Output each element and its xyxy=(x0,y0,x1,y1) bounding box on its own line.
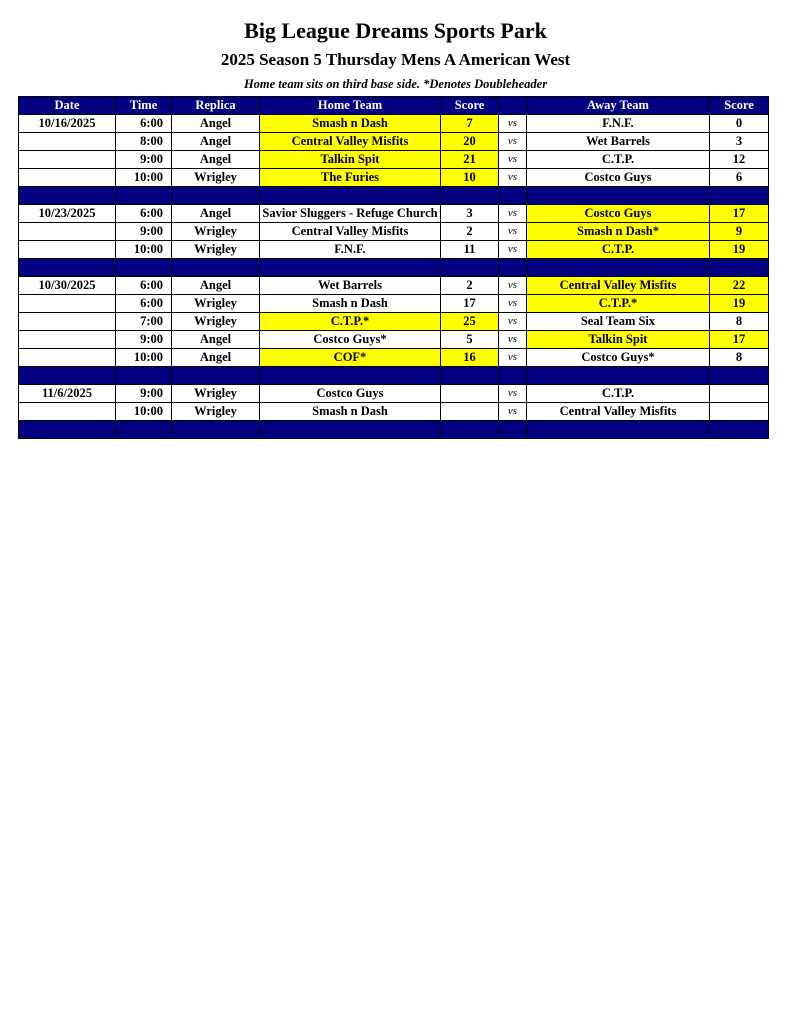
table-row xyxy=(19,385,769,403)
away-team-cell: C.T.P. xyxy=(527,151,710,169)
separator-cell xyxy=(260,421,441,439)
away-score-cell xyxy=(710,403,769,421)
away-team-cell: C.T.P. xyxy=(527,385,710,403)
replica-cell: Wrigley xyxy=(172,403,260,421)
away-score-cell: 19 xyxy=(710,295,769,313)
separator-cell xyxy=(172,421,260,439)
col-header-home-score: Score xyxy=(441,97,499,115)
home-team-cell: Smash n Dash xyxy=(260,295,441,313)
date-cell xyxy=(19,151,116,169)
time-cell: 9:00 xyxy=(116,331,172,349)
replica-cell: Wrigley xyxy=(172,169,260,187)
schedule-table xyxy=(18,96,769,439)
replica-cell: Angel xyxy=(172,133,260,151)
home-score-cell: 11 xyxy=(441,241,499,259)
replica-cell: Angel xyxy=(172,331,260,349)
away-team-cell: Wet Barrels xyxy=(527,133,710,151)
separator-cell xyxy=(172,259,260,277)
time-cell: 10:00 xyxy=(116,241,172,259)
time-cell: 6:00 xyxy=(116,115,172,133)
col-header-away-score: Score xyxy=(710,97,769,115)
table-row xyxy=(19,241,769,259)
vs-label: vs xyxy=(499,295,527,313)
separator-cell xyxy=(172,187,260,205)
time-cell: 10:00 xyxy=(116,169,172,187)
vs-label: vs xyxy=(499,277,527,295)
vs-label: vs xyxy=(499,403,527,421)
home-score-cell: 3 xyxy=(441,205,499,223)
away-score-cell: 17 xyxy=(710,205,769,223)
time-cell: 8:00 xyxy=(116,133,172,151)
away-team-cell: F.N.F. xyxy=(527,115,710,133)
date-cell: 10/30/2025 xyxy=(19,277,116,295)
away-team-cell: Central Valley Misfits xyxy=(527,403,710,421)
home-team-cell: Costco Guys* xyxy=(260,331,441,349)
home-team-cell: Central Valley Misfits xyxy=(260,223,441,241)
replica-cell: Wrigley xyxy=(172,385,260,403)
away-score-cell: 9 xyxy=(710,223,769,241)
away-score-cell: 3 xyxy=(710,133,769,151)
home-team-cell: Savior Sluggers - Refuge Church xyxy=(260,205,441,223)
away-score-cell: 22 xyxy=(710,277,769,295)
separator-cell xyxy=(499,187,527,205)
home-team-cell: C.T.P.* xyxy=(260,313,441,331)
table-header xyxy=(19,97,769,115)
separator-cell xyxy=(260,187,441,205)
date-cell xyxy=(19,241,116,259)
separator-cell xyxy=(499,367,527,385)
time-cell: 6:00 xyxy=(116,205,172,223)
vs-label: vs xyxy=(499,115,527,133)
replica-cell: Wrigley xyxy=(172,241,260,259)
page-title: Big League Dreams Sports Park xyxy=(244,18,547,43)
date-cell xyxy=(19,349,116,367)
separator-cell xyxy=(527,259,710,277)
away-score-cell xyxy=(710,385,769,403)
home-score-cell: 17 xyxy=(441,295,499,313)
separator-cell xyxy=(441,367,499,385)
separator-cell xyxy=(710,367,769,385)
table-row xyxy=(19,169,769,187)
time-cell: 9:00 xyxy=(116,385,172,403)
separator-cell xyxy=(710,187,769,205)
away-score-cell: 8 xyxy=(710,313,769,331)
home-team-cell: Smash n Dash xyxy=(260,403,441,421)
time-cell: 9:00 xyxy=(116,151,172,169)
date-cell xyxy=(19,403,116,421)
away-score-cell: 17 xyxy=(710,331,769,349)
away-team-cell: Central Valley Misfits xyxy=(527,277,710,295)
page-subtitle: 2025 Season 5 Thursday Mens A American West xyxy=(220,50,571,69)
separator-cell xyxy=(19,367,116,385)
home-team-cell: Talkin Spit xyxy=(260,151,441,169)
replica-cell: Angel xyxy=(172,115,260,133)
separator-cell xyxy=(116,259,172,277)
separator-cell xyxy=(527,187,710,205)
away-team-cell: Costco Guys xyxy=(527,169,710,187)
away-team-cell: Costco Guys* xyxy=(527,349,710,367)
table-row xyxy=(19,277,769,295)
home-score-cell: 21 xyxy=(441,151,499,169)
time-cell: 10:00 xyxy=(116,349,172,367)
table-row xyxy=(19,223,769,241)
col-header-time: Time xyxy=(116,97,172,115)
vs-label: vs xyxy=(499,241,527,259)
home-score-cell: 20 xyxy=(441,133,499,151)
away-score-cell: 12 xyxy=(710,151,769,169)
col-header-replica: Replica xyxy=(172,97,260,115)
date-cell xyxy=(19,133,116,151)
home-team-cell: Wet Barrels xyxy=(260,277,441,295)
separator-cell xyxy=(260,259,441,277)
home-score-cell: 2 xyxy=(441,223,499,241)
separator-cell xyxy=(499,421,527,439)
vs-label: vs xyxy=(499,151,527,169)
separator-cell xyxy=(710,421,769,439)
date-cell: 11/6/2025 xyxy=(19,385,116,403)
vs-label: vs xyxy=(499,313,527,331)
separator-cell xyxy=(172,367,260,385)
date-cell: 10/16/2025 xyxy=(19,115,116,133)
vs-label: vs xyxy=(499,331,527,349)
replica-cell: Angel xyxy=(172,205,260,223)
date-cell xyxy=(19,223,116,241)
home-score-cell: 25 xyxy=(441,313,499,331)
home-score-cell: 10 xyxy=(441,169,499,187)
away-team-cell: Smash n Dash* xyxy=(527,223,710,241)
away-score-cell: 19 xyxy=(710,241,769,259)
separator-cell xyxy=(527,421,710,439)
separator-cell xyxy=(19,259,116,277)
home-score-cell: 5 xyxy=(441,331,499,349)
vs-label: vs xyxy=(499,385,527,403)
away-score-cell: 0 xyxy=(710,115,769,133)
separator-cell xyxy=(19,421,116,439)
home-score-cell: 2 xyxy=(441,277,499,295)
table-row xyxy=(19,331,769,349)
table-row xyxy=(19,313,769,331)
separator-cell xyxy=(527,367,710,385)
separator-cell xyxy=(710,259,769,277)
table-row xyxy=(19,115,769,133)
home-team-cell: Costco Guys xyxy=(260,385,441,403)
away-team-cell: Seal Team Six xyxy=(527,313,710,331)
separator-row xyxy=(19,187,769,205)
replica-cell: Wrigley xyxy=(172,295,260,313)
vs-label: vs xyxy=(499,223,527,241)
separator-cell xyxy=(116,421,172,439)
replica-cell: Wrigley xyxy=(172,223,260,241)
home-team-cell: Central Valley Misfits xyxy=(260,133,441,151)
date-cell xyxy=(19,331,116,349)
separator-cell xyxy=(441,421,499,439)
home-score-cell: 7 xyxy=(441,115,499,133)
header-note: Home team sits on third base side. *Denotes Doubleheader xyxy=(243,77,548,91)
home-score-cell xyxy=(441,403,499,421)
table-row xyxy=(19,295,769,313)
time-cell: 7:00 xyxy=(116,313,172,331)
time-cell: 6:00 xyxy=(116,295,172,313)
col-header-away-team: Away Team xyxy=(527,97,710,115)
replica-cell: Angel xyxy=(172,151,260,169)
table-row xyxy=(19,349,769,367)
table-row xyxy=(19,133,769,151)
vs-label: vs xyxy=(499,349,527,367)
away-team-cell: Talkin Spit xyxy=(527,331,710,349)
col-header-date: Date xyxy=(19,97,116,115)
table-row xyxy=(19,205,769,223)
separator-cell xyxy=(441,187,499,205)
separator-cell xyxy=(116,367,172,385)
table-row xyxy=(19,403,769,421)
separator-cell xyxy=(441,259,499,277)
time-cell: 10:00 xyxy=(116,403,172,421)
separator-row xyxy=(19,421,769,439)
col-header-vs xyxy=(499,97,527,115)
separator-cell xyxy=(499,259,527,277)
replica-cell: Wrigley xyxy=(172,313,260,331)
home-score-cell: 16 xyxy=(441,349,499,367)
away-team-cell: Costco Guys xyxy=(527,205,710,223)
date-cell xyxy=(19,313,116,331)
separator-cell xyxy=(19,187,116,205)
separator-row xyxy=(19,259,769,277)
home-team-cell: The Furies xyxy=(260,169,441,187)
date-cell xyxy=(19,295,116,313)
home-team-cell: COF* xyxy=(260,349,441,367)
replica-cell: Angel xyxy=(172,277,260,295)
separator-cell xyxy=(260,367,441,385)
away-score-cell: 8 xyxy=(710,349,769,367)
vs-label: vs xyxy=(499,169,527,187)
header-row xyxy=(19,97,769,115)
home-team-cell: Smash n Dash xyxy=(260,115,441,133)
table-body xyxy=(19,115,769,439)
time-cell: 9:00 xyxy=(116,223,172,241)
separator-cell xyxy=(116,187,172,205)
replica-cell: Angel xyxy=(172,349,260,367)
home-score-cell xyxy=(441,385,499,403)
date-cell: 10/23/2025 xyxy=(19,205,116,223)
date-cell xyxy=(19,169,116,187)
separator-row xyxy=(19,367,769,385)
table-row xyxy=(19,151,769,169)
col-header-home-team: Home Team xyxy=(260,97,441,115)
vs-label: vs xyxy=(499,133,527,151)
home-team-cell: F.N.F. xyxy=(260,241,441,259)
away-team-cell: C.T.P. xyxy=(527,241,710,259)
vs-label: vs xyxy=(499,205,527,223)
away-team-cell: C.T.P.* xyxy=(527,295,710,313)
time-cell: 6:00 xyxy=(116,277,172,295)
away-score-cell: 6 xyxy=(710,169,769,187)
